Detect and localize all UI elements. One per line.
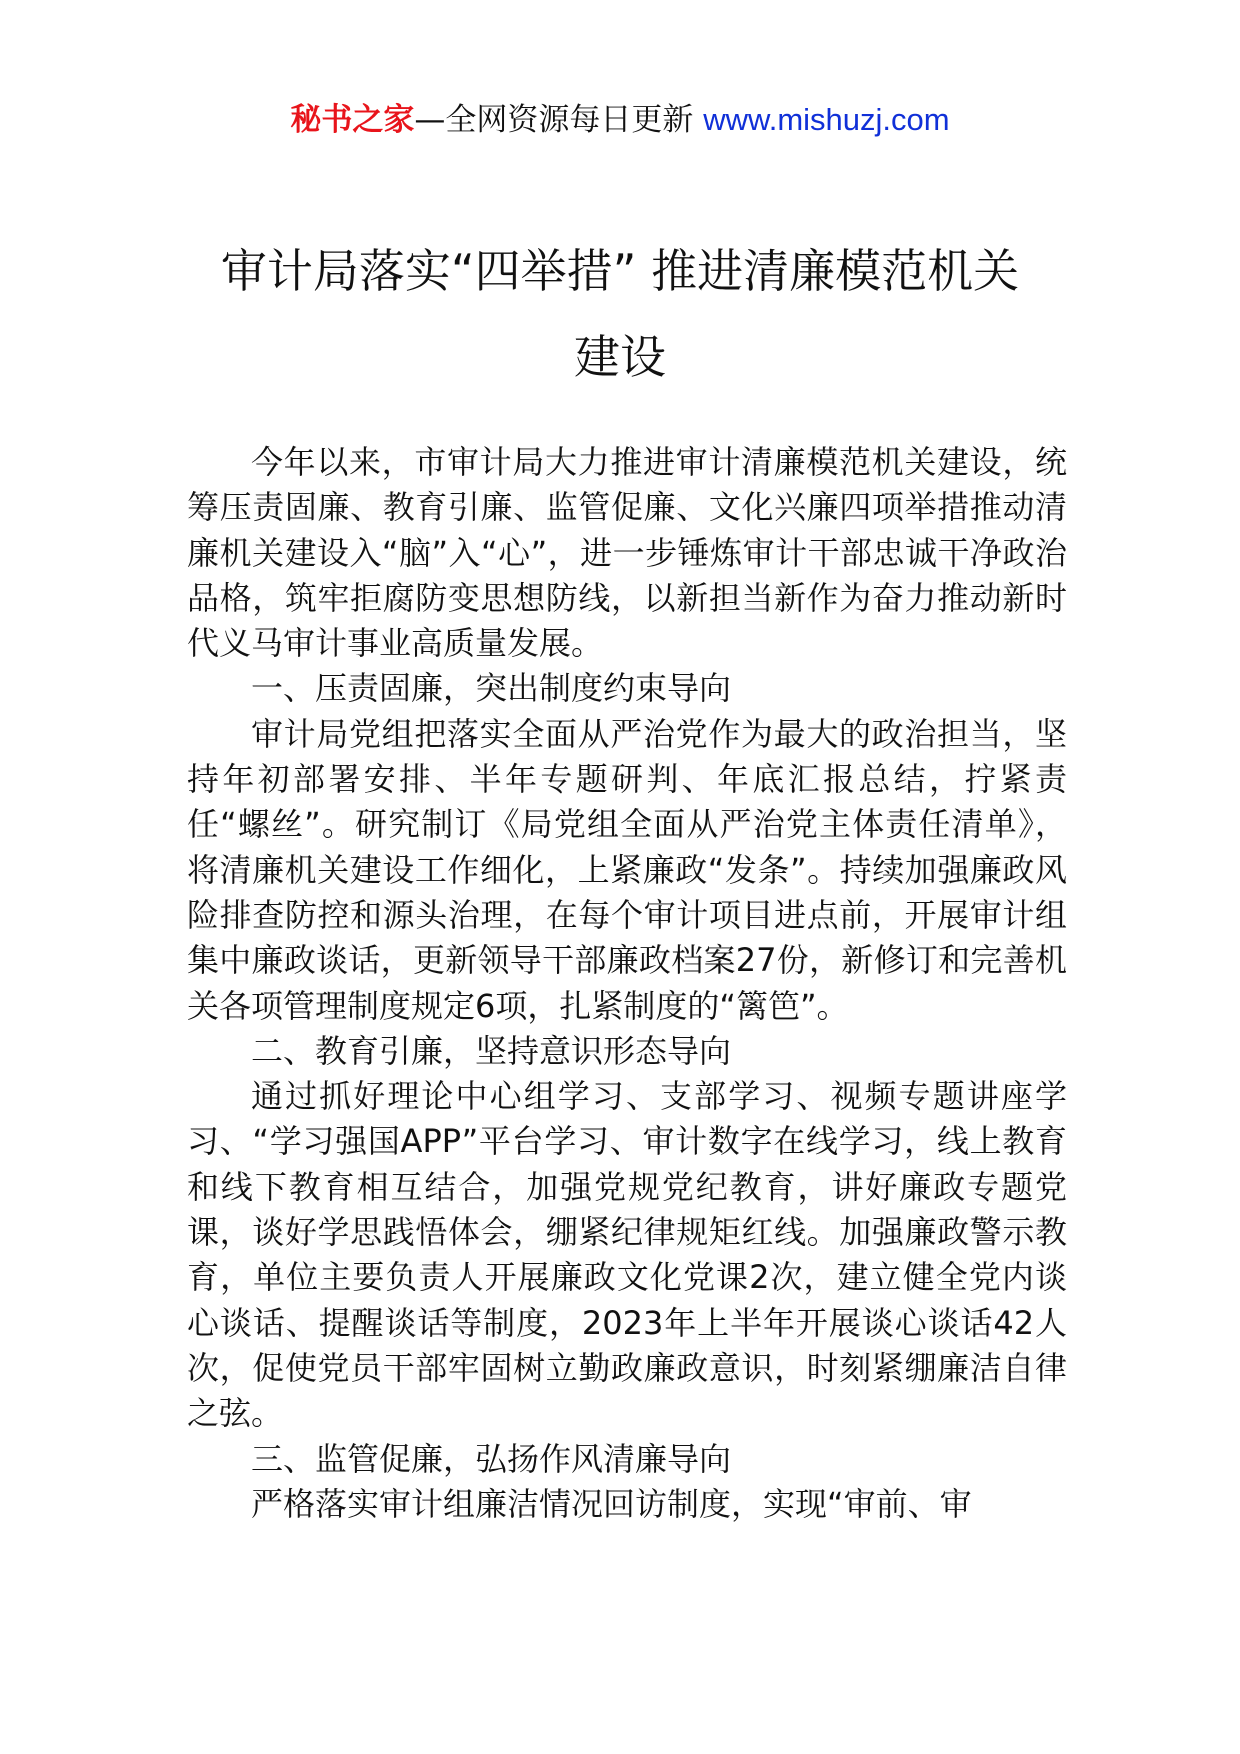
section-paragraph-1: 审计局党组把落实全面从严治党作为最大的政治担当，坚持年初部署安排、半年专题研判、年底汇报总结，拧紧责任“螺丝”。研究制订《局党组全面从严治党主体责任清单》，将清廉机关建设工作细化，上紧廉政“发条”。持续加强廉政风险排查防控和源头治理，在每个审计项目进点前，开展审计组集中廉政谈话，更新领导干部廉政档案27份，新修订和完善机关各项管理制度规定6项，扎紧制度的“篱笆”。 (187, 714, 1067, 1025)
section-paragraph-3: 严格落实审计组廉洁情况回访制度，实现“审前、审 (251, 1484, 972, 1523)
title-line-1: 审计局落实“四举措” 推进清廉模范机关 (220, 244, 1020, 298)
brand-name: 秘书之家 (290, 102, 415, 138)
header-tagline: —全网资源每日更新 (414, 102, 704, 138)
section-paragraph-2: 通过抓好理论中心组学习、支部学习、视频专题讲座学习、“学习强国APP”平台学习、审计数字在线学习，线上教育和线下教育相互结合，加强党规党纪教育，讲好廉政专题党课，谈好学思践悟体会，绷紧纪律规矩红线。加强廉政警示教育，单位主要负责人开展廉政文化党课2次，建立健全党内谈心谈话、提醒谈话等制度，2023年上半年开展谈心谈话42人次，促使党员干部牢固树立勤政廉政意识，时刻紧绷廉洁自律之弦。 (187, 1077, 1067, 1433)
section-heading-1: 一、压责固廉，突出制度约束导向 (251, 669, 732, 708)
site-header (0, 98, 1240, 142)
title-line-2: 建设 (574, 330, 666, 384)
section-heading-2: 二、教育引廉，坚持意识形态导向 (251, 1031, 732, 1070)
document-body (187, 440, 1067, 1527)
site-url-link[interactable]: www.mishuzj.com (703, 102, 950, 137)
document-title (120, 228, 1120, 400)
intro-paragraph: 今年以来，市审计局大力推进审计清廉模范机关建设，统筹压责固廉、教育引廉、监管促廉、文化兴廉四项举措推动清廉机关建设入“脑”入“心”，进一步锤炼审计干部忠诚干净政治品格，筑牢拒腐防变思想防线，以新担当新作为奋力推动新时代义马审计事业高质量发展。 (187, 443, 1067, 663)
section-heading-3: 三、监管促廉，弘扬作风清廉导向 (251, 1439, 732, 1478)
